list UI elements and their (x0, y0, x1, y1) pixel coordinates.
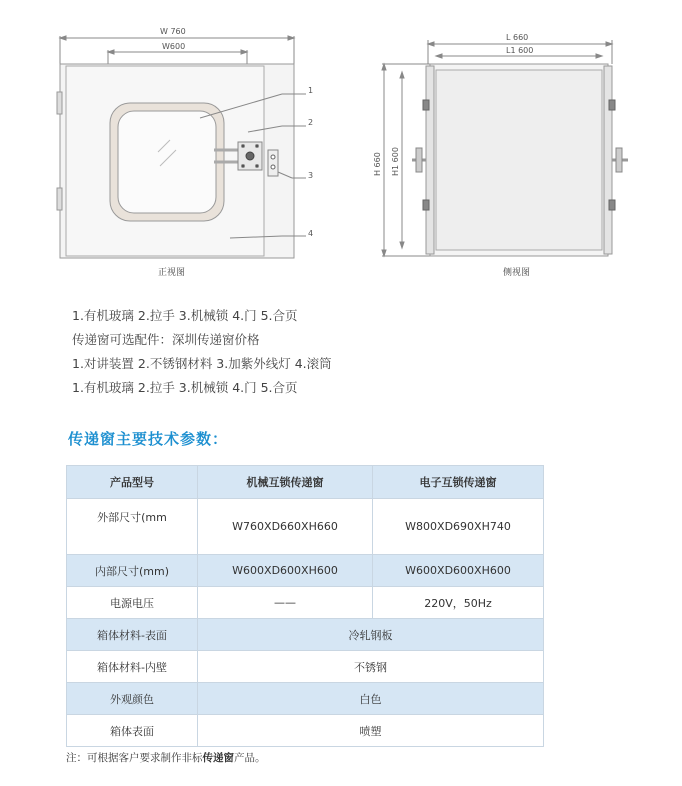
header-electronic: 电子互锁传递窗 (373, 466, 544, 499)
side-dim-outer-height: H 660 (373, 152, 382, 176)
row-label: 箱体材料-内壁 (67, 651, 198, 683)
row-label: 内部尺寸(mm) (67, 555, 198, 587)
callout-2: 2 (308, 118, 314, 127)
table-row (67, 683, 544, 715)
spec-table (66, 465, 544, 747)
table-row (67, 619, 544, 651)
table-row (67, 651, 544, 683)
table-row (67, 499, 544, 555)
notes-block (72, 304, 332, 400)
row-value: —— (198, 587, 373, 619)
row-label: 外观颜色 (67, 683, 198, 715)
front-view-caption: 正视图 (158, 268, 186, 278)
side-view-caption: 侧视图 (503, 268, 531, 278)
footnote-suffix: 产品。 (234, 752, 266, 764)
callout-3: 3 (308, 171, 314, 180)
section-title: 传递窗主要技术参数： (68, 430, 229, 448)
row-value: 220V，50Hz (373, 587, 544, 619)
table-header-row (67, 466, 544, 499)
row-value: W760XD660XH660 (198, 499, 373, 555)
row-value: W600XD600XH600 (373, 555, 544, 587)
row-value: W800XD690XH740 (373, 499, 544, 555)
row-label: 箱体表面 (67, 715, 198, 747)
table-row (67, 715, 544, 747)
callout-1: 1 (308, 86, 314, 95)
row-label: 箱体材料-表面 (67, 619, 198, 651)
front-dim-outer: W 760 (160, 27, 186, 36)
header-model: 产品型号 (67, 466, 198, 499)
row-label: 外部尺寸(mm (67, 499, 198, 555)
side-view-drawing (382, 40, 628, 256)
side-dim-outer-length: L 660 (506, 33, 529, 42)
row-value: 不锈钢 (198, 651, 544, 683)
technical-drawings (0, 0, 682, 290)
row-value: W600XD600XH600 (198, 555, 373, 587)
front-dim-inner: W600 (162, 42, 186, 51)
table-row (67, 587, 544, 619)
note-line: 1.有机玻璃 2.拉手 3.机械锁 4.门 5.合页 (72, 380, 298, 395)
footnote (66, 750, 266, 765)
header-mechanical: 机械互锁传递窗 (198, 466, 373, 499)
row-label: 电源电压 (67, 587, 198, 619)
callout-4: 4 (308, 229, 314, 238)
row-value: 白色 (198, 683, 544, 715)
note-line: 1.对讲装置 2.不锈钢材料 3.加紫外线灯 4.滚筒 (72, 356, 332, 371)
row-value: 喷塑 (198, 715, 544, 747)
side-dim-inner-length: L1 600 (506, 46, 534, 55)
table-row (67, 555, 544, 587)
note-line: 传递窗可选配件：深圳传递窗价格 (72, 332, 260, 347)
front-view-drawing (57, 36, 306, 258)
side-dim-inner-height: H1 600 (391, 147, 400, 176)
note-line: 1.有机玻璃 2.拉手 3.机械锁 4.门 5.合页 (72, 308, 298, 323)
footnote-prefix: 注：可根据客户要求制作非标 (66, 752, 203, 764)
footnote-bold: 传递窗 (202, 752, 234, 764)
row-value: 冷轧钢板 (198, 619, 544, 651)
